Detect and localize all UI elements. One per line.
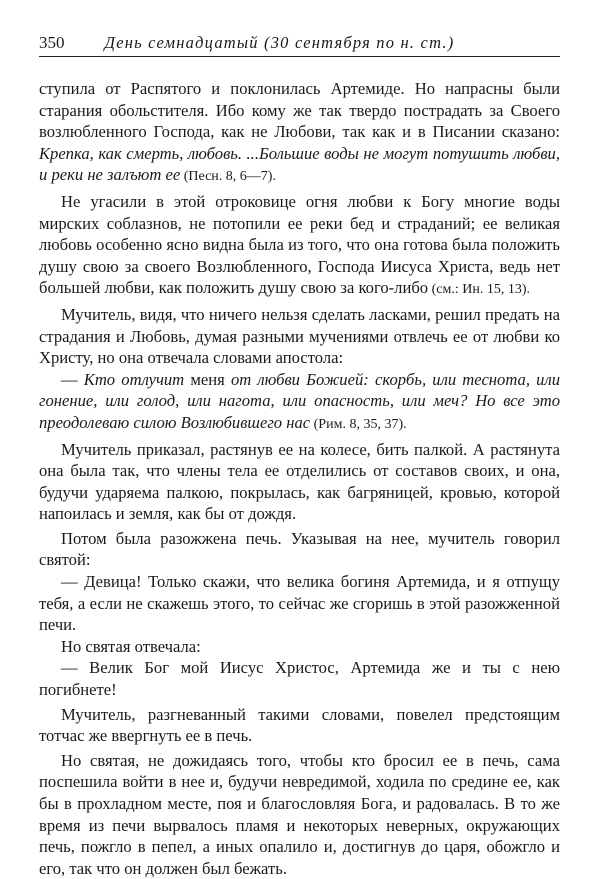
paragraph: Мучитель, видя, что ничего нельзя сделать ласками, решил предать на страдания и Любовь, думая разными мучениями отвлечь ее от любви ко Христу, но она отвечала словами апостола:	[39, 304, 560, 368]
scripture-reference: (Рим. 8, 35, 37).	[310, 416, 407, 432]
paragraph-text: ступила от Распятого и поклонилась Артемиде. Но напрасны были старания обольстителя. Ибо кому же так твердо пострадать за Своего возлюбленного Господа, как не Любови, так как и в Писании сказано:	[39, 79, 560, 142]
paragraph: Мучитель, разгневанный такими словами, повелел предстоящим тотчас же ввергнуть ее в печь.	[39, 704, 560, 746]
scripture-reference: (Песн. 8, 6—7).	[180, 169, 276, 185]
paragraph: Потом была разожжена печь. Указывая на нее, мучитель говорил святой:	[39, 528, 560, 570]
paragraph: Мучитель приказал, растянув ее на колесе, бить палкой. А растянута она была так, что члены тела ее отделились от составов своих, и она, будучи ударяема палкою, покрылась, как багряницей, кровью, которой напоилась и земля, как бы от дождя.	[39, 439, 560, 524]
paragraph: Но святая, не дожидаясь того, чтобы кто бросил ее в печь, сама поспешила войти в нее и, будучи невредимой, ходила по средине ее, как бы в прохладном месте, поя и благословляя Бога, и радовалась. В то же время из печи вырвалось пламя и некоторых неверных, окружающих печь, пожгло в пепел, а иных опалило и, достигнув до царя, обожгло и его, так что он должен был бежать.	[39, 750, 560, 878]
scripture-quote: Кто отлучит	[83, 369, 185, 389]
paragraph-text: Не угасили в этой отроковице огня любви к Богу многие воды мирских соблазнов, не потопили ее реки бед и страданий; ее великая любовь особенно ясно видна была из того, что она готова была положить душу свою за своего Возлюбленного, Господа Иисуса Христа, ведь нет большей любви, как положить душу свою за кого-либо	[39, 191, 560, 298]
paragraph-text: меня	[184, 369, 231, 389]
body-text	[39, 78, 560, 879]
paragraph	[39, 369, 560, 436]
running-title: День семнадцатый (30 сентября по н. ст.)	[104, 33, 455, 52]
scripture-quote: Крепка, как смерть, любовь. ...Большие воды не могут потушить любви, и реки не залъют ее	[39, 143, 560, 185]
dash: —	[61, 369, 84, 389]
paragraph: — Велик Бог мой Иисус Христос, Артемида же и ты с нею погибнете!	[39, 658, 560, 700]
page-header	[39, 33, 560, 57]
page-number: 350	[39, 33, 65, 52]
paragraph	[39, 191, 560, 301]
paragraph: — Девица! Только скажи, что велика богиня Артемида, и я отпущу тебя, а если не скажешь этого, то сейчас же сгоришь в этой разожженной печи.	[39, 572, 560, 635]
scripture-reference: (см.: Ин. 15, 13).	[428, 282, 530, 298]
paragraph	[39, 78, 560, 188]
paragraph: Но святая отвечала:	[61, 636, 201, 656]
scripture-quote: от любви Божией: скорбь, или теснота, или гонение, или голод, или нагота, или опасность, или меч? Но все это преодолеваю силою Возлюбившего нас	[39, 369, 560, 432]
